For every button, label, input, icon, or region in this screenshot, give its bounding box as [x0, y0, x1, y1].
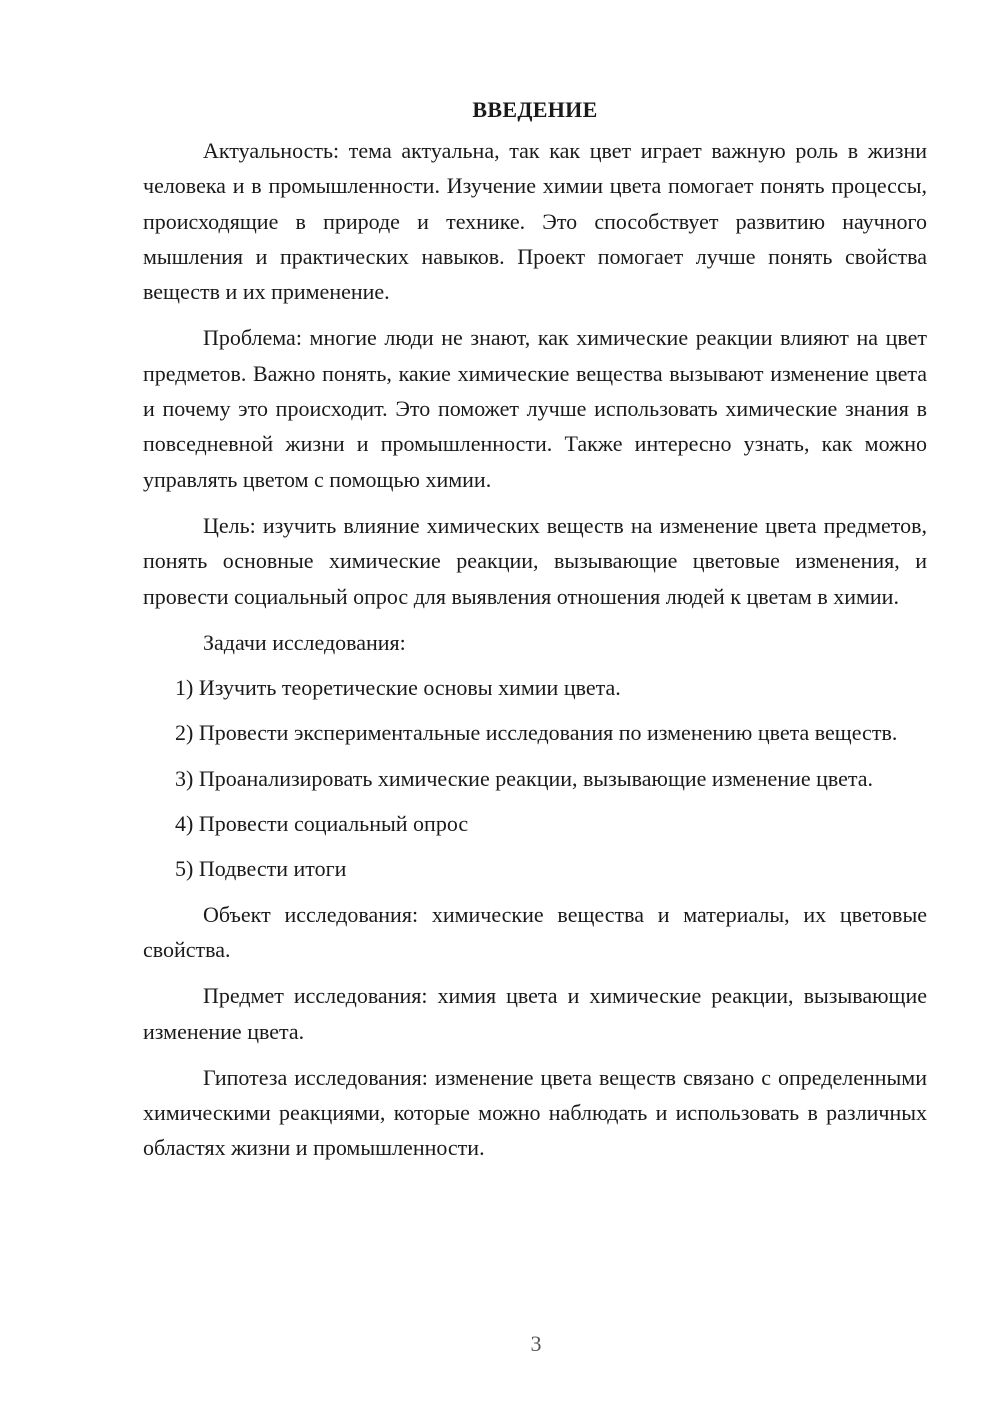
task-item: 3) Проанализировать химические реакции, вызывающие изменение цвета.	[175, 765, 874, 791]
tasks-heading: Задачи исследования:	[203, 629, 406, 655]
problem-paragraph: Проблема: многие люди не знают, как химические реакции влияют на цвет предметов. Важно понять, какие химические вещества вызывают изменение цвета и почему это происходит. Это поможет лучше использовать химические знания в повседневной жизни и промышленности. Также интересно узнать, как можно управлять цветом с помощью химии.	[143, 325, 927, 492]
subject-paragraph: Предмет исследования: химия цвета и химические реакции, вызывающие изменение цвета.	[143, 983, 927, 1044]
page-number: 3	[530, 1331, 542, 1356]
goal-paragraph: Цель: изучить влияние химических веществ на изменение цвета предметов, понять основные химические реакции, вызывающие цветовые изменения, и провести социальный опрос для выявления отношения людей к цветам в химии.	[143, 512, 927, 609]
document-page	[143, 92, 927, 1166]
relevance-paragraph: Актуальность: тема актуальна, так как цвет играет важную роль в жизни человека и в промышленности. Изучение химии цвета помогает понять процессы, происходящие в природе и технике. Это способствует развитию научного мышления и практических навыков. Проект помогает лучше понять свойства веществ и их применение.	[143, 138, 927, 305]
object-paragraph: Объект исследования: химические вещества и материалы, их цветовые свойства.	[143, 901, 927, 962]
task-item: 5) Подвести итоги	[175, 856, 347, 882]
task-item: 2) Провести экспериментальные исследования по изменению цвета веществ.	[175, 720, 898, 746]
hypothesis-paragraph: Гипотеза исследования: изменение цвета веществ связано с определенными химическими реакциями, которые можно наблюдать и использовать в различных областях жизни и промышленности.	[143, 1064, 927, 1161]
task-item: 1) Изучить теоретические основы химии цвета.	[175, 675, 621, 701]
section-title: ВВЕДЕНИЕ	[472, 97, 598, 122]
task-item: 4) Провести социальный опрос	[175, 811, 469, 837]
tasks-list	[143, 670, 927, 886]
